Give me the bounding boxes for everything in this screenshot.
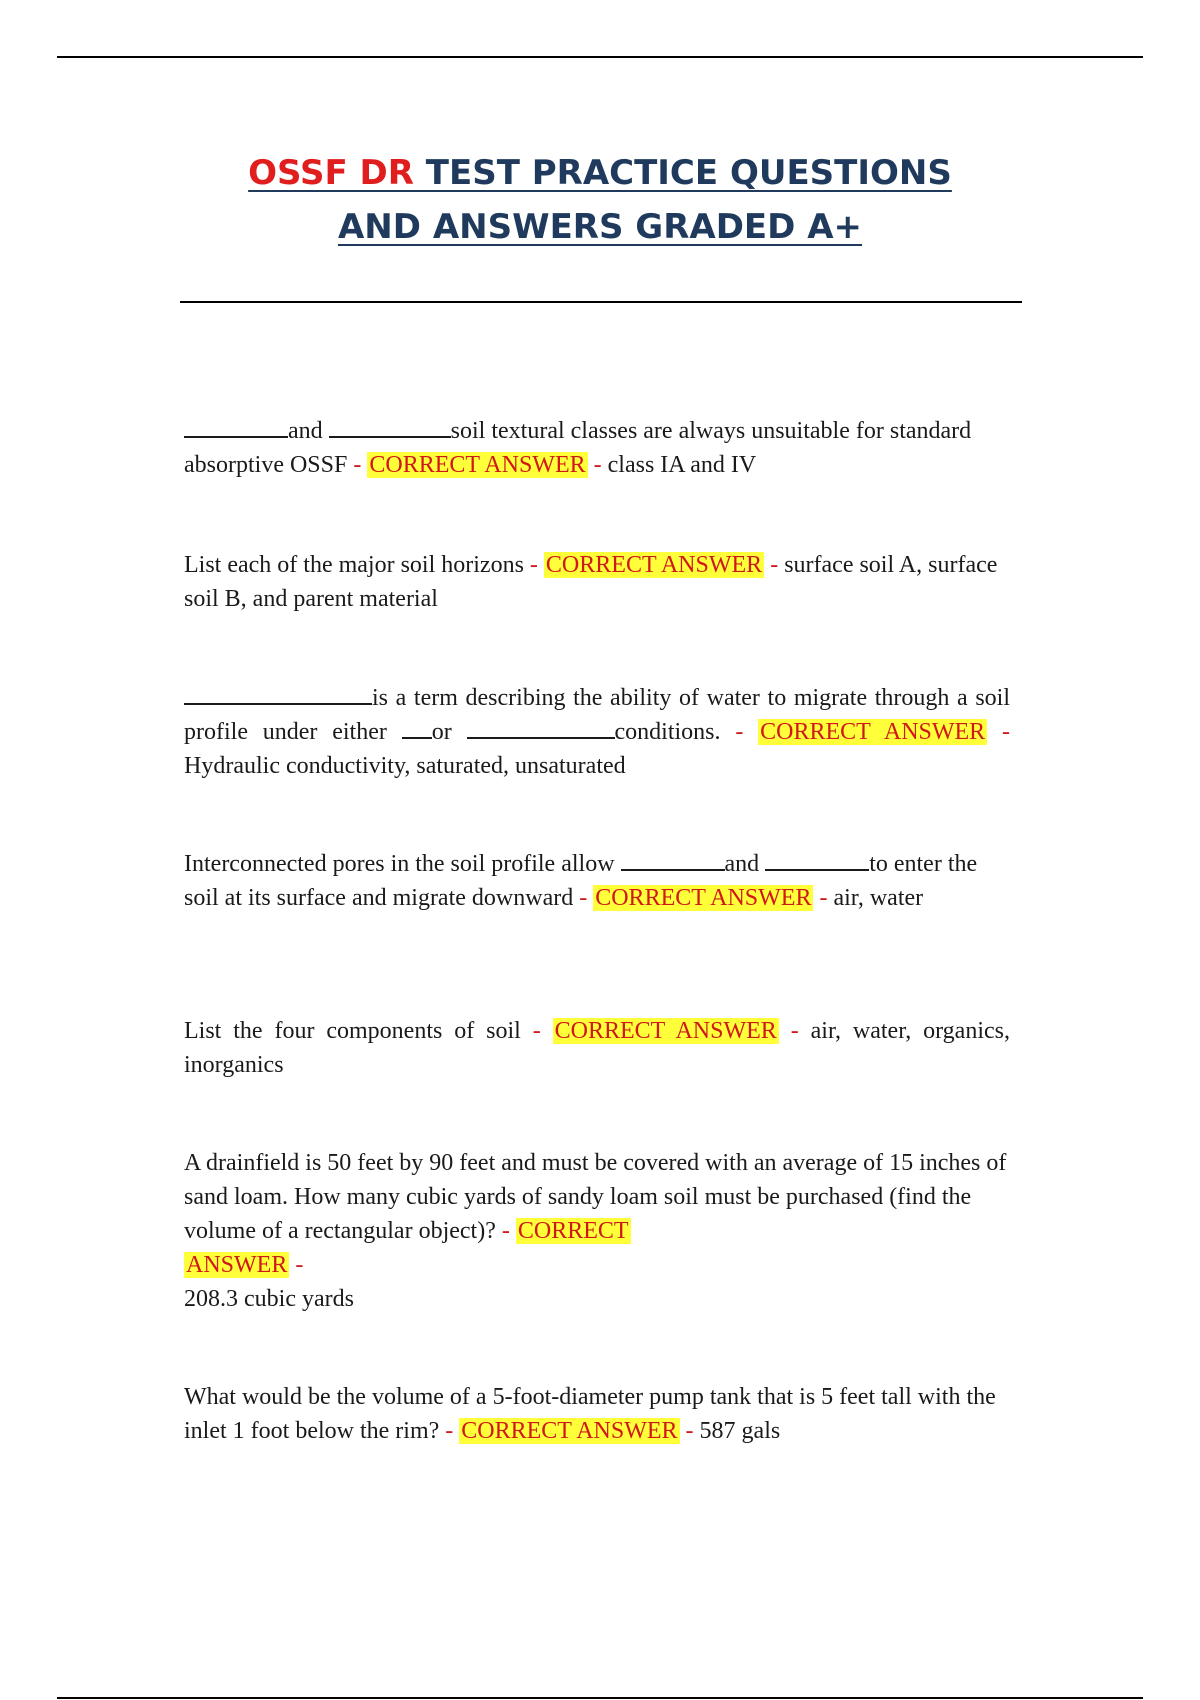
answer-text: surface soil A, surface soil B, and parent material — [184, 552, 998, 612]
separator: - — [353, 452, 362, 478]
header-rule — [57, 56, 1143, 58]
question-text: is a term describing the ability of water to migrate through a soil profile under either — [184, 685, 1010, 745]
correct-answer-tag-part-1: CORRECT — [517, 1218, 629, 1244]
blank — [765, 847, 869, 871]
answer-text: 587 gals — [699, 1418, 781, 1444]
title-line-1 — [248, 153, 952, 193]
qa-item-5 — [184, 1014, 1010, 1082]
title-line-2: AND ANSWERS GRADED A+ — [337, 207, 863, 247]
separator: - — [579, 885, 588, 911]
footer-rule — [57, 1697, 1143, 1699]
blank — [621, 847, 725, 871]
separator: - — [790, 1018, 799, 1044]
qa-item-4 — [184, 847, 1010, 915]
separator: - — [532, 1018, 541, 1044]
correct-answer-tag: CORRECT ANSWER — [461, 1418, 678, 1444]
blank — [184, 681, 372, 705]
answer-text: Hydraulic conductivity, saturated, unsaturated — [184, 753, 626, 779]
question-text: soil textural classes are always unsuitable for standard absorptive OSSF — [184, 418, 972, 478]
separator: - — [593, 452, 602, 478]
title-line-1-rest: TEST PRACTICE QUESTIONS — [413, 153, 952, 193]
title-accent: OSSF DR — [248, 153, 414, 193]
question-text: What would be the volume of a 5-foot-diameter pump tank that is 5 feet tall with the inlet 1 foot below the rim? — [184, 1384, 996, 1444]
separator: - — [445, 1418, 454, 1444]
qa-item-2 — [184, 548, 1010, 616]
separator: - — [685, 1418, 694, 1444]
qa-item-6 — [184, 1146, 1010, 1316]
question-text: List the four components of soil — [184, 1018, 521, 1044]
correct-answer-tag: CORRECT ANSWER — [760, 719, 986, 745]
correct-answer-tag: CORRECT ANSWER — [545, 552, 763, 578]
separator: - — [295, 1252, 304, 1278]
correct-answer-tag: CORRECT ANSWER — [369, 452, 586, 478]
blank — [184, 414, 288, 438]
separator: - — [501, 1218, 510, 1244]
blank — [329, 414, 451, 438]
blank — [402, 715, 432, 739]
question-text: Interconnected pores in the soil profile allow — [184, 851, 615, 877]
blank — [467, 715, 615, 739]
separator: - — [529, 552, 538, 578]
correct-answer-tag-part-2: ANSWER — [186, 1252, 288, 1278]
answer-text: class IA and IV — [607, 452, 757, 478]
question-text: conditions. — [614, 719, 721, 745]
answer-text: air, water — [833, 885, 924, 911]
separator: - — [819, 885, 828, 911]
question-text: and — [288, 418, 323, 444]
question-text: List each of the major soil horizons — [184, 552, 524, 578]
question-text: to enter the soil at its surface and migrate downward — [184, 851, 978, 911]
qa-item-1 — [184, 414, 1010, 482]
separator: - — [770, 552, 779, 578]
separator: - — [1002, 719, 1011, 745]
document-title — [140, 146, 1060, 254]
title-rule — [180, 301, 1022, 303]
separator: - — [735, 719, 744, 745]
qa-item-3 — [184, 681, 1010, 783]
answer-text: air, water, organics, inorganics — [184, 1018, 1010, 1078]
correct-answer-tag: CORRECT ANSWER — [554, 1018, 777, 1044]
question-text: A drainfield is 50 feet by 90 feet and must be covered with an average of 15 inches of sand loam. How many cubic yards of sandy loam soil must be purchased (find the volume of a rectangular object)? — [184, 1150, 1007, 1244]
correct-answer-tag: CORRECT ANSWER — [595, 885, 812, 911]
answer-text: 208.3 cubic yards — [184, 1286, 354, 1312]
question-text: and — [724, 851, 760, 877]
qa-item-7 — [184, 1380, 1010, 1448]
question-text: or — [431, 719, 452, 745]
